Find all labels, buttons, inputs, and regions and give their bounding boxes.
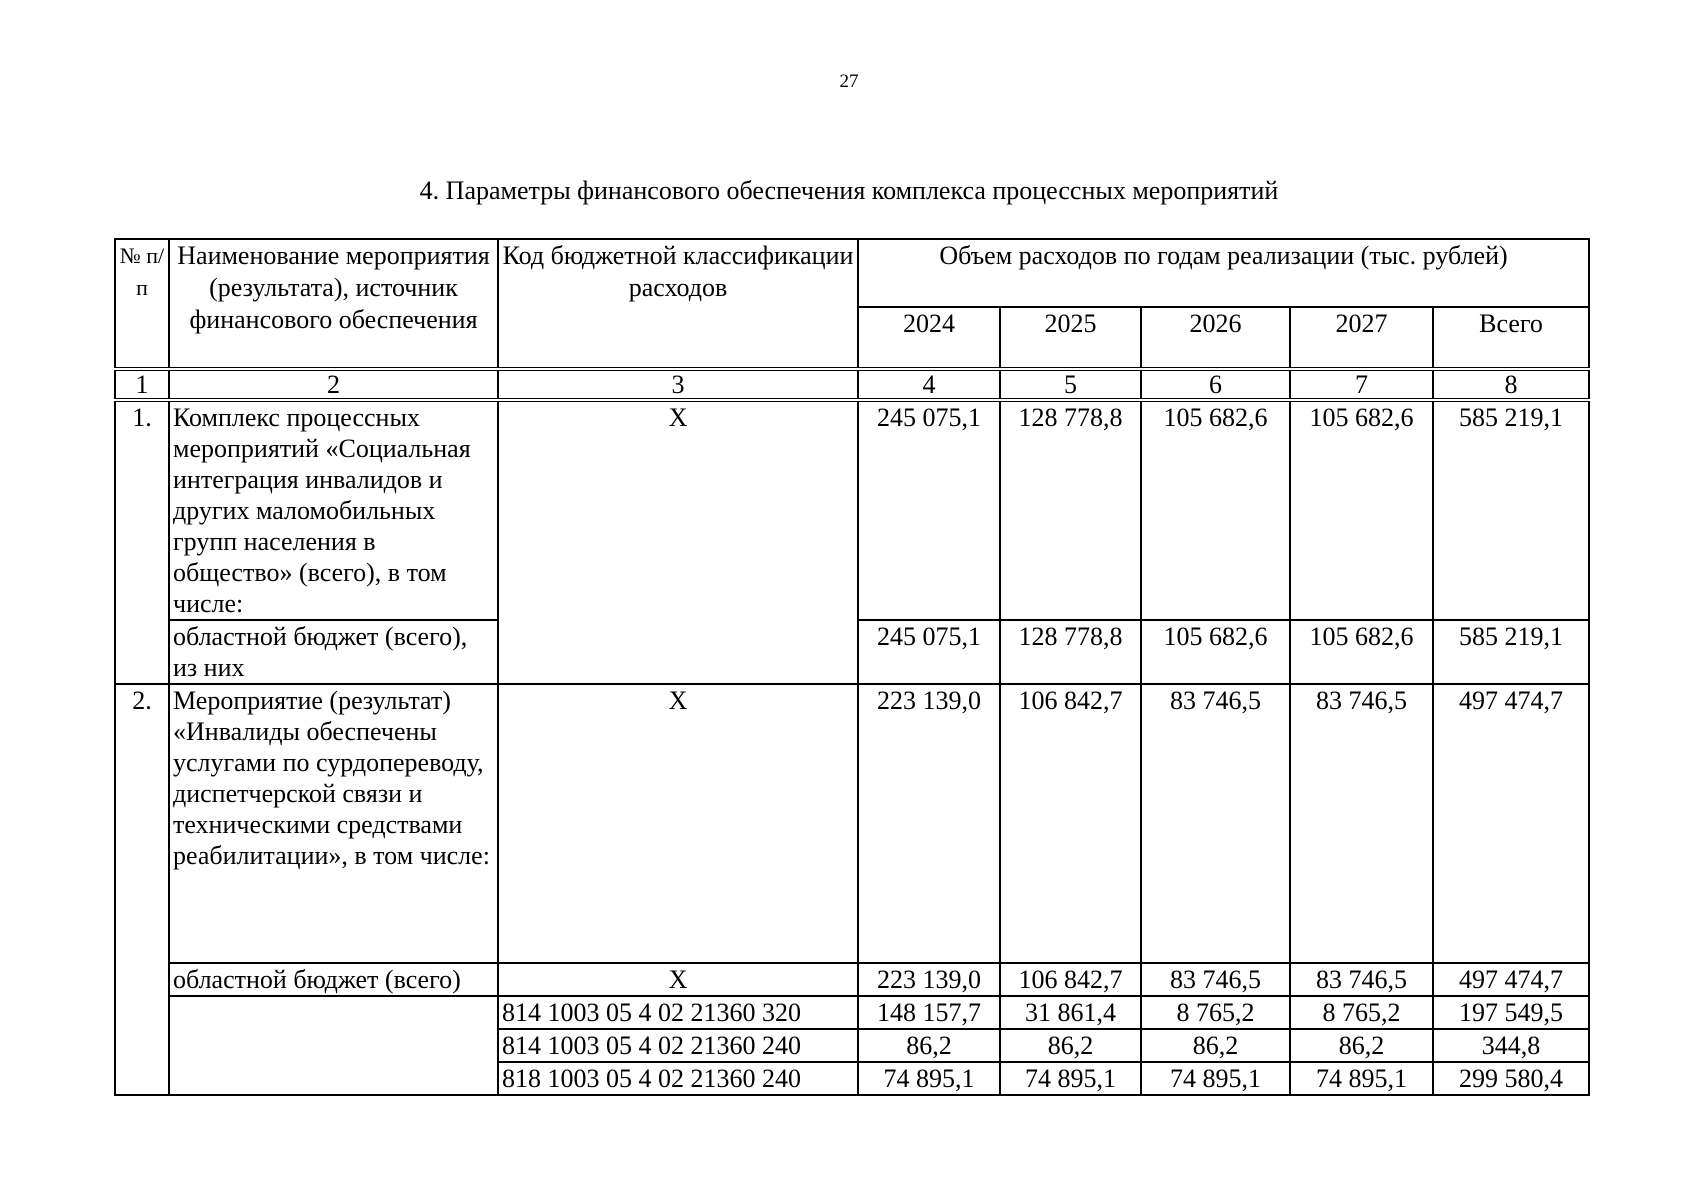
row-code: Х <box>498 963 858 996</box>
row-code: 818 1003 05 4 02 21360 240 <box>498 1062 858 1095</box>
row-name: Мероприятие (результат) «Инвалиды обеспечены услугами по сурдопереводу, диспетчерской связи и техническими средствами реабилитации», в том числе: <box>169 684 498 963</box>
table-row <box>115 400 1589 620</box>
header-year: 2027 <box>1290 307 1433 369</box>
value-cell: 8 765,2 <box>1141 996 1290 1029</box>
value-cell: 585 219,1 <box>1433 620 1589 684</box>
value-cell: 497 474,7 <box>1433 963 1589 996</box>
header-year: 2024 <box>858 307 1000 369</box>
value-cell: 497 474,7 <box>1433 684 1589 963</box>
column-number: 6 <box>1141 369 1290 400</box>
value-cell: 31 861,4 <box>1000 996 1141 1029</box>
table-row <box>115 963 1589 996</box>
row-name: Комплекс процессных мероприятий «Социальная интеграция инвалидов и других маломобильных групп населения в общество» (всего), в том числе: <box>169 400 498 620</box>
column-number: 7 <box>1290 369 1433 400</box>
row-name-empty <box>169 996 498 1095</box>
value-cell: 197 549,5 <box>1433 996 1589 1029</box>
row-number: 2. <box>115 684 169 1095</box>
table-row <box>115 996 1589 1029</box>
value-cell: 128 778,8 <box>1000 400 1141 620</box>
value-cell: 105 682,6 <box>1141 620 1290 684</box>
row-name: областной бюджет (всего), из них <box>169 620 498 684</box>
value-cell: 344,8 <box>1433 1029 1589 1062</box>
value-cell: 74 895,1 <box>1000 1062 1141 1095</box>
value-cell: 223 139,0 <box>858 684 1000 963</box>
value-cell: 105 682,6 <box>1290 400 1433 620</box>
value-cell: 585 219,1 <box>1433 400 1589 620</box>
page-number: 27 <box>839 71 859 92</box>
value-cell: 74 895,1 <box>858 1062 1000 1095</box>
value-cell: 83 746,5 <box>1290 684 1433 963</box>
header-total: Всего <box>1433 307 1589 369</box>
value-cell: 86,2 <box>1141 1029 1290 1062</box>
row-code: Х <box>498 400 858 684</box>
value-cell: 74 895,1 <box>1290 1062 1433 1095</box>
column-number: 2 <box>169 369 498 400</box>
column-number: 8 <box>1433 369 1589 400</box>
value-cell: 86,2 <box>1290 1029 1433 1062</box>
header-col-code: Код бюджетной классификации расходов <box>498 239 858 369</box>
header-col-name: Наименование мероприятия (результата), источник финансового обеспечения <box>169 239 498 369</box>
value-cell: 245 075,1 <box>858 400 1000 620</box>
value-cell: 105 682,6 <box>1141 400 1290 620</box>
value-cell: 86,2 <box>858 1029 1000 1062</box>
row-code: 814 1003 05 4 02 21360 240 <box>498 1029 858 1062</box>
value-cell: 86,2 <box>1000 1029 1141 1062</box>
header-year: 2026 <box>1141 307 1290 369</box>
value-cell: 74 895,1 <box>1141 1062 1290 1095</box>
row-code: 814 1003 05 4 02 21360 320 <box>498 996 858 1029</box>
column-number-row <box>115 369 1589 400</box>
value-cell: 106 842,7 <box>1000 684 1141 963</box>
table-row <box>115 684 1589 963</box>
header-col-no: № п/п <box>115 239 169 369</box>
value-cell: 299 580,4 <box>1433 1062 1589 1095</box>
value-cell: 223 139,0 <box>858 963 1000 996</box>
value-cell: 105 682,6 <box>1290 620 1433 684</box>
column-number: 3 <box>498 369 858 400</box>
value-cell: 8 765,2 <box>1290 996 1433 1029</box>
row-name: областной бюджет (всего) <box>169 963 498 996</box>
financing-table <box>114 238 1590 1096</box>
value-cell: 128 778,8 <box>1000 620 1141 684</box>
header-col-volume: Объем расходов по годам реализации (тыс. рублей) <box>858 239 1589 307</box>
value-cell: 106 842,7 <box>1000 963 1141 996</box>
value-cell: 83 746,5 <box>1141 684 1290 963</box>
value-cell: 83 746,5 <box>1141 963 1290 996</box>
column-number: 5 <box>1000 369 1141 400</box>
value-cell: 245 075,1 <box>858 620 1000 684</box>
value-cell: 83 746,5 <box>1290 963 1433 996</box>
column-number: 1 <box>115 369 169 400</box>
column-number: 4 <box>858 369 1000 400</box>
row-number: 1. <box>115 400 169 684</box>
header-year: 2025 <box>1000 307 1141 369</box>
value-cell: 148 157,7 <box>858 996 1000 1029</box>
section-title: 4. Параметры финансового обеспечения комплекса процессных мероприятий <box>419 176 1279 205</box>
row-code: Х <box>498 684 858 963</box>
